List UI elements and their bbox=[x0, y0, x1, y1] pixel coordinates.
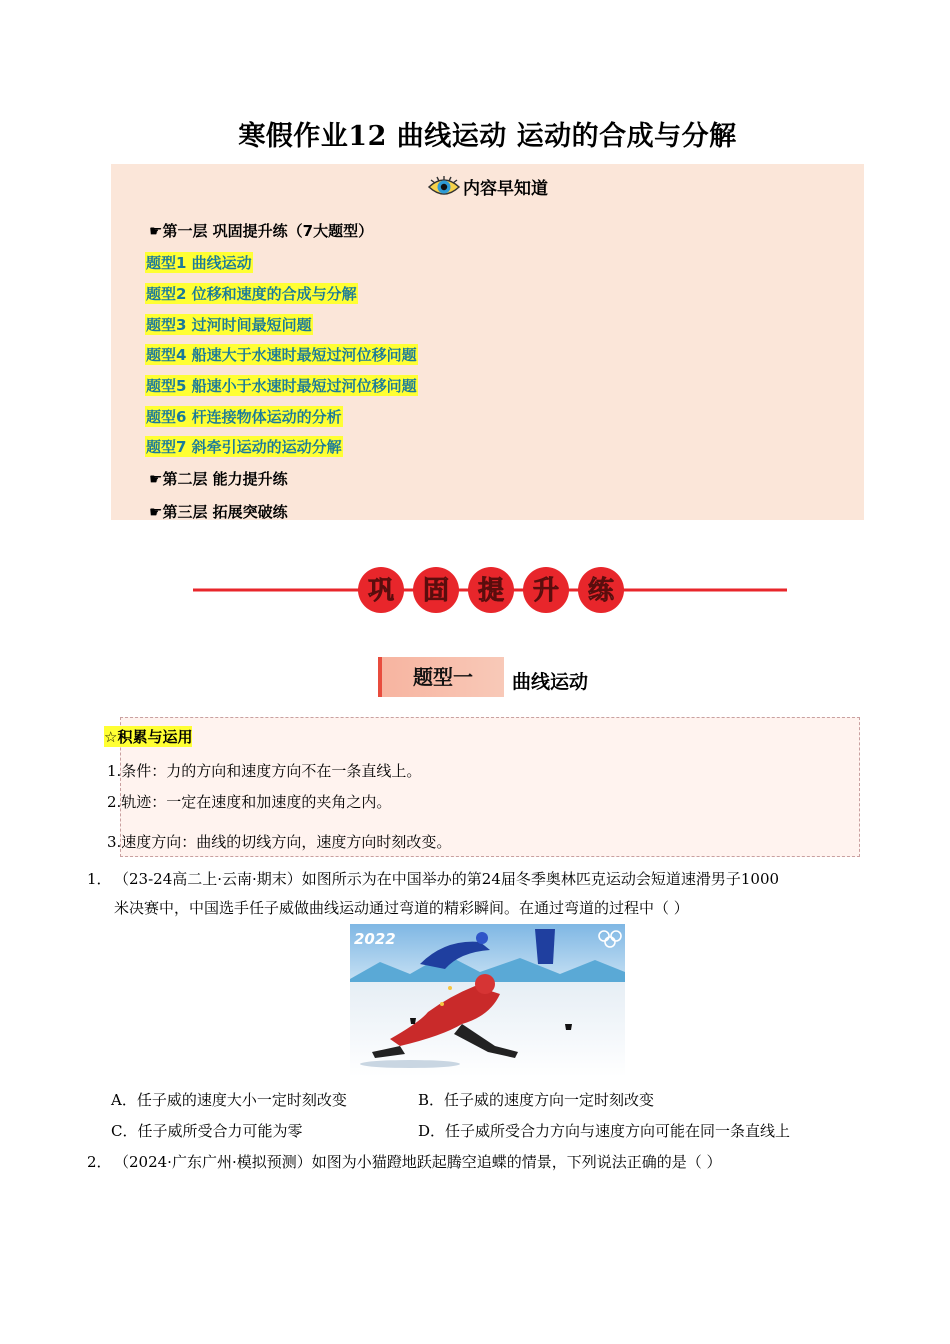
banner-char-4: 升 bbox=[532, 576, 560, 606]
question-1-stem-line-2: 米决赛中，中国选手任子威做曲线运动通过弯道的精彩瞬间。在通过弯道的过程中（ ） bbox=[114, 899, 689, 917]
knowledge-line-3: 3.速度方向：曲线的切线方向，速度方向时刻改变。 bbox=[107, 833, 452, 851]
question-2-stem-line-1: （2024·广东广州·模拟预测）如图为小猫蹬地跃起腾空追蝶的情景，下列说法正确的是（ ） bbox=[114, 1153, 722, 1171]
question-1-option-b[interactable]: B．任子威的速度方向一定时刻改变 bbox=[418, 1091, 655, 1109]
banner-char-2: 固 bbox=[422, 576, 450, 606]
question-1-option-a[interactable]: A．任子威的速度大小一定时刻改变 bbox=[111, 1091, 347, 1109]
question-1-number: 1． bbox=[87, 870, 112, 888]
section-name: 曲线运动 bbox=[512, 671, 589, 693]
toc-type-7[interactable]: 题型7 斜牵引运动的运动分解 bbox=[146, 438, 342, 456]
knowledge-line-1: 1.条件：力的方向和速度方向不在一条直线上。 bbox=[107, 762, 422, 780]
eye-icon bbox=[427, 175, 461, 204]
toc-type-1[interactable]: 题型1 曲线运动 bbox=[146, 254, 252, 272]
section-badge: 题型一 bbox=[378, 657, 504, 697]
banner-char-5: 练 bbox=[587, 576, 615, 606]
banner-char-3: 提 bbox=[477, 576, 505, 606]
toc-type-3[interactable]: 题型3 过河时间最短问题 bbox=[146, 316, 312, 334]
toc-type-6[interactable]: 题型6 杆连接物体运动的分析 bbox=[146, 408, 342, 426]
toc-type-5[interactable]: 题型5 船速小于水速时最短过河位移问题 bbox=[146, 377, 417, 395]
page-title: 寒假作业12 曲线运动 运动的合成与分解 bbox=[238, 121, 737, 152]
toc-layer-2[interactable]: ☛第二层 能力提升练 bbox=[149, 470, 288, 488]
question-1-option-c[interactable]: C．任子威所受合力可能为零 bbox=[111, 1122, 303, 1140]
question-1-option-d[interactable]: D．任子威所受合力方向与速度方向可能在同一条直线上 bbox=[418, 1122, 791, 1140]
toc-layer-3[interactable]: ☛第三层 拓展突破练 bbox=[149, 503, 288, 521]
question-2-number: 2． bbox=[87, 1153, 112, 1171]
speed-skating-photo bbox=[350, 924, 625, 1077]
section-banner bbox=[193, 566, 787, 614]
toc-box bbox=[111, 164, 864, 520]
question-1-stem-line-1: （23-24高二上·云南·期末）如图所示为在中国举办的第24届冬季奥林匹克运动会短道速滑男子1000 bbox=[114, 870, 780, 888]
toc-type-4[interactable]: 题型4 船速大于水速时最短过河位移问题 bbox=[146, 346, 417, 364]
knowledge-title: ☆积累与运用 bbox=[104, 728, 193, 746]
photo-2022-text: 2022 bbox=[354, 930, 396, 948]
toc-heading-text: 内容早知道 bbox=[463, 179, 548, 199]
toc-layer-1[interactable]: ☛第一层 巩固提升练（7大题型） bbox=[149, 222, 374, 240]
toc-type-2[interactable]: 题型2 位移和速度的合成与分解 bbox=[146, 285, 357, 303]
banner-char-1: 巩 bbox=[367, 576, 395, 606]
knowledge-line-2: 2.轨迹：一定在速度和加速度的夹角之内。 bbox=[107, 793, 392, 811]
toc-heading bbox=[111, 174, 864, 204]
